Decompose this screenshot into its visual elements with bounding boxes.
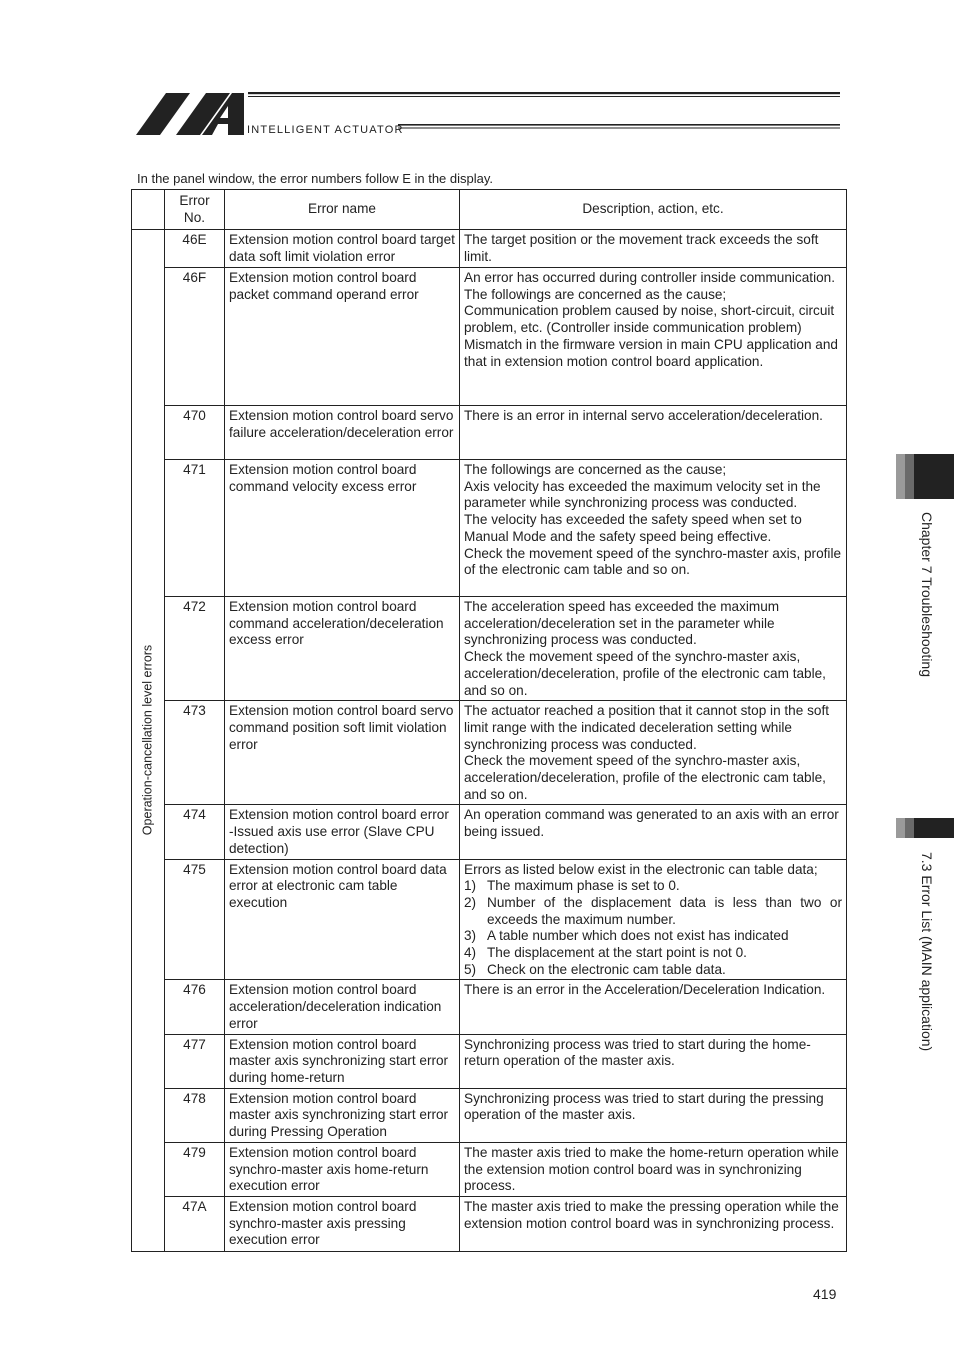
error-name: Extension motion control board synchro-master axis home-return execution error (225, 1142, 460, 1196)
error-description (460, 701, 847, 805)
logo-rule-bottom-2 (398, 128, 840, 129)
list-item-number: 2) (464, 894, 477, 910)
error-number: 474 (165, 805, 225, 859)
header-error-no-line2: No. (183, 209, 206, 225)
description-line: Check the movement speed of the synchro-master axis, acceleration/deceleration, profile of the electronic cam table, and so on. (464, 753, 826, 802)
error-name: Extension motion control board data error at electronic cam table execution (225, 859, 460, 980)
error-description (460, 597, 847, 701)
list-item-text: A table number which does not exist has indicated (487, 928, 789, 944)
description-line: There is an error in the Acceleration/Deceleration Indication. (464, 982, 826, 998)
error-table (131, 189, 847, 1252)
error-number: 477 (165, 1034, 225, 1088)
error-number: 46F (165, 268, 225, 406)
description-line: Errors as listed below exist in the electronic can table data; (464, 861, 818, 877)
table-row (132, 1034, 847, 1088)
table-row (132, 406, 847, 460)
list-item-number: 1) (464, 878, 477, 894)
header-category (132, 190, 165, 230)
error-description (460, 805, 847, 859)
page-number: 419 (813, 1286, 837, 1302)
list-item (464, 945, 842, 962)
side-chapter-title: Chapter 7 Troubleshooting (919, 512, 935, 677)
error-number: 475 (165, 859, 225, 980)
logo-rule-top-1 (248, 92, 840, 94)
error-name: Extension motion control board packet command operand error (225, 268, 460, 406)
error-name: Extension motion control board command acceleration/deceleration excess error (225, 597, 460, 701)
description-line: An error has occurred during controller inside communication. (464, 270, 835, 285)
ia-logo (136, 90, 840, 140)
error-name: Extension motion control board master axis synchronizing start error during Pressing Operation (225, 1088, 460, 1142)
description-line: Check the movement speed of the synchro-master axis, profile of the electronic cam table and so on. (464, 545, 842, 578)
list-item-text: Check on the electronic cam table data. (487, 961, 726, 977)
logo-text: INTELLIGENT ACTUATOR (247, 124, 404, 136)
list-item-number: 4) (464, 945, 477, 961)
description-list (464, 878, 842, 978)
description-line: The velocity has exceeded the safety speed when set to Manual Mode and the safety speed being effective. (464, 512, 802, 544)
table-header-row (132, 190, 847, 230)
error-name: Extension motion control board command velocity excess error (225, 460, 460, 597)
category-label: Operation-cancellation level errors (140, 645, 155, 836)
error-number: 470 (165, 406, 225, 460)
description-line: Synchronizing process was tried to start during the home-return operation of the master axis. (464, 1036, 811, 1069)
error-description (460, 1088, 847, 1142)
description-line: Communication problem caused by noise, short-circuit, circuit problem, etc. (Controller inside communication problem) (464, 303, 835, 336)
description-line: The master axis tried to make the home-return operation while the extension motion control board was in synchronizing process. (464, 1144, 839, 1194)
table-row (132, 230, 847, 268)
list-item-text: The displacement at the start point is not 0. (487, 945, 747, 961)
description-line: The followings are concerned as the cause; (464, 286, 727, 302)
list-item (464, 928, 842, 945)
list-item-number: 5) (464, 961, 477, 977)
header-description: Description, action, etc. (460, 190, 847, 230)
description-line: There is an error in internal servo acceleration/deceleration. (464, 408, 823, 423)
table-row (132, 597, 847, 701)
table-row (132, 701, 847, 805)
table-row (132, 980, 847, 1034)
list-item-number: 3) (464, 928, 477, 944)
error-description (460, 406, 847, 460)
section-tab-marker (896, 818, 954, 838)
description-line: Mismatch in the firmware version in main CPU application and that in extension motion control board application. (464, 336, 838, 369)
side-section-title: 7.3 Error List (MAIN application) (919, 852, 935, 1052)
error-number: 478 (165, 1088, 225, 1142)
description-line: An operation command was generated to an axis with an error being issued. (464, 807, 839, 840)
error-name: Extension motion control board error -Issued axis use error (Slave CPU detection) (225, 805, 460, 859)
logo-rule-top-2 (248, 96, 840, 97)
list-item (464, 895, 842, 928)
header-error-no (165, 190, 225, 230)
error-number: 46E (165, 230, 225, 268)
category-cell (132, 230, 165, 1252)
table-row (132, 268, 847, 406)
description-line: Synchronizing process was tried to start during the pressing operation of the master axis. (464, 1090, 824, 1123)
error-description (460, 460, 847, 597)
error-number: 472 (165, 597, 225, 701)
list-item-text: The maximum phase is set to 0. (487, 878, 680, 894)
error-name: Extension motion control board servo command position soft limit violation error (225, 701, 460, 805)
table-row (132, 1142, 847, 1196)
error-description (460, 1034, 847, 1088)
error-name: Extension motion control board synchro-master axis pressing execution error (225, 1196, 460, 1251)
list-item (464, 962, 842, 979)
error-number: 47A (165, 1196, 225, 1251)
table-row (132, 805, 847, 859)
description-line: The target position or the movement track exceeds the soft limit. (464, 232, 819, 264)
error-number: 473 (165, 701, 225, 805)
error-description (460, 268, 847, 406)
table-row (132, 859, 847, 980)
intro-text: In the panel window, the error numbers follow E in the display. (137, 171, 494, 186)
error-name: Extension motion control board acceleration/deceleration indication error (225, 980, 460, 1034)
table-row (132, 460, 847, 597)
error-number: 476 (165, 980, 225, 1034)
description-line: The master axis tried to make the pressing operation while the extension motion control board was in synchronizing process. (464, 1198, 839, 1231)
logo-rule-bottom-1 (398, 124, 840, 126)
error-name: Extension motion control board master axis synchronizing start error during home-return (225, 1034, 460, 1088)
error-description (460, 980, 847, 1034)
table-row (132, 1088, 847, 1142)
error-number: 479 (165, 1142, 225, 1196)
error-description (460, 1196, 847, 1251)
error-description (460, 1142, 847, 1196)
error-name: Extension motion control board target data soft limit violation error (225, 230, 460, 268)
list-item (464, 878, 842, 895)
error-description (460, 859, 847, 980)
error-number: 471 (165, 460, 225, 597)
chapter-tab-marker (896, 454, 954, 499)
description-line: The acceleration speed has exceeded the maximum acceleration/deceleration set in the parameter while synchronizing process was conducted. (464, 599, 780, 648)
description-line: The actuator reached a position that it cannot stop in the soft limit range with the indicated deceleration setting while synchronizing process was conducted. (464, 703, 829, 752)
list-item-text: Number of the displacement data is less than two or exceeds the maximum number. (487, 894, 842, 927)
description-line: The followings are concerned as the cause; (464, 462, 727, 477)
header-error-name: Error name (225, 190, 460, 230)
error-description (460, 230, 847, 268)
header-error-no-line1: Error (179, 192, 210, 208)
description-line: Axis velocity has exceeded the maximum velocity set in the parameter while synchronizing process was conducted. (464, 478, 821, 511)
error-name: Extension motion control board servo failure acceleration/deceleration error (225, 406, 460, 460)
table-row (132, 1196, 847, 1251)
description-line: Check the movement speed of the synchro-master axis, acceleration/deceleration, profile of the electronic cam table, and so on. (464, 649, 826, 698)
